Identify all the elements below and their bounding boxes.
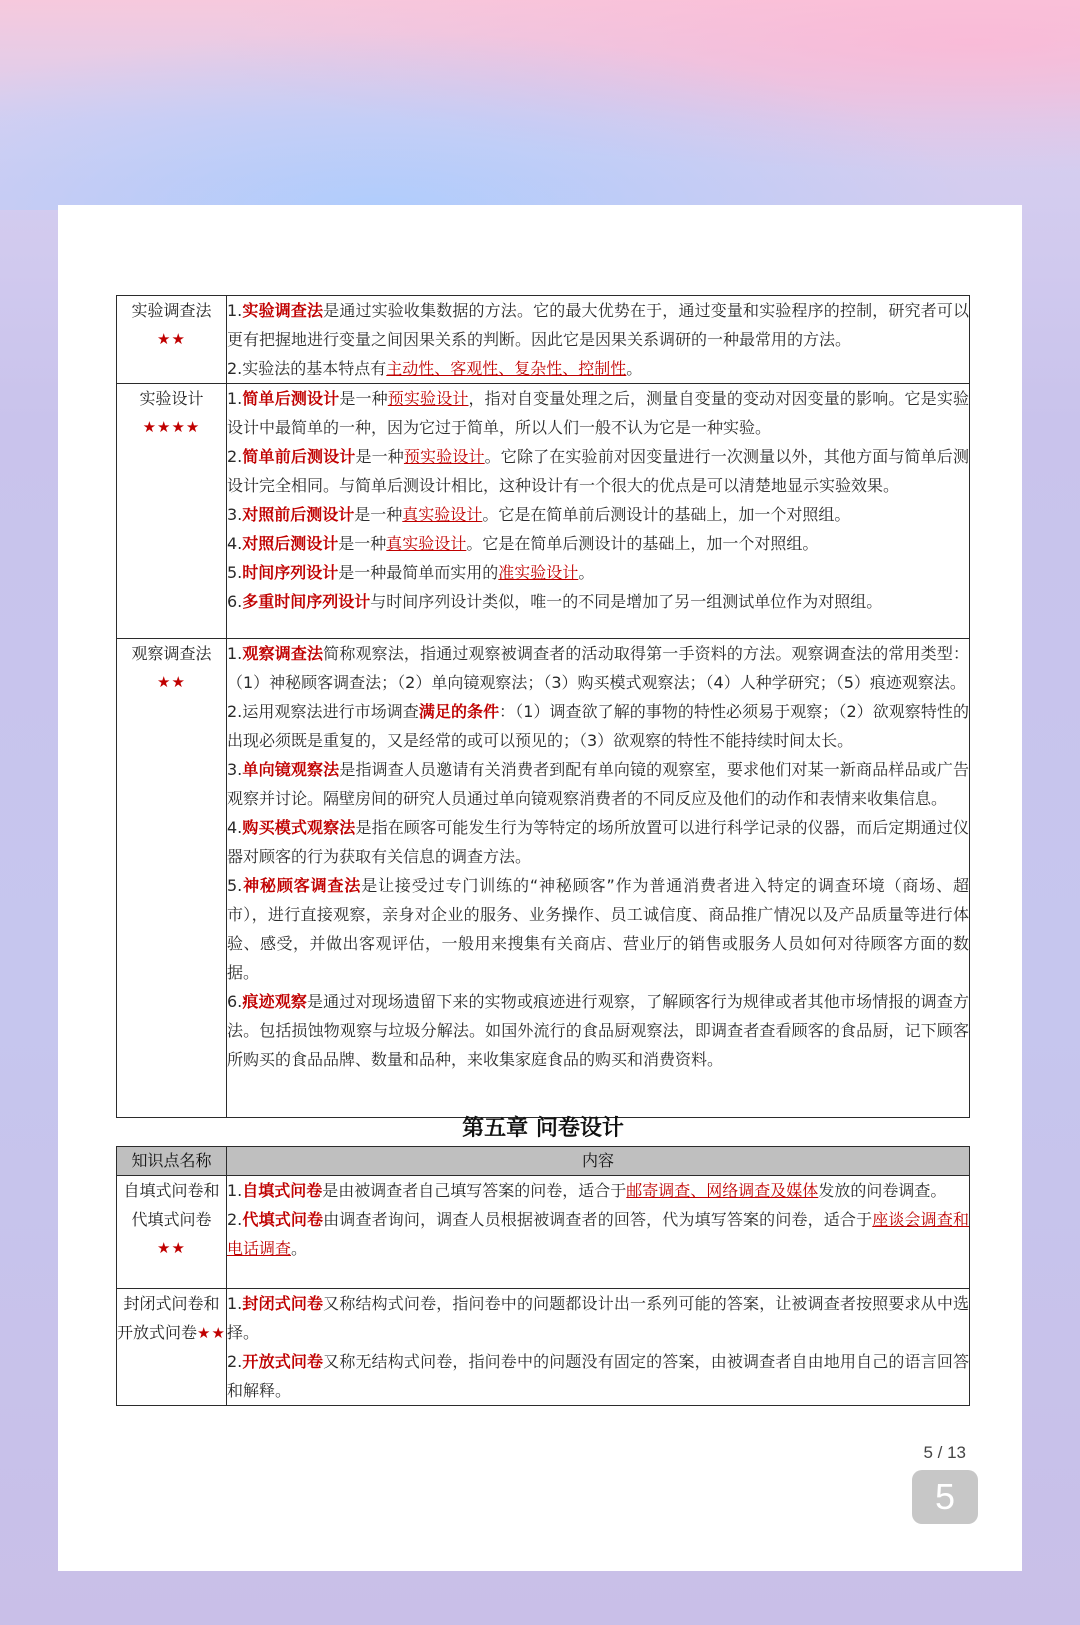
table-row [117, 384, 970, 639]
underlined-term: 准实验设计 [498, 563, 579, 582]
row-title-cell [117, 1289, 227, 1406]
chapter-title: 第五章 问卷设计 [462, 1116, 624, 1141]
row-title-text: 封闭式问卷和开放式问卷 [117, 1294, 220, 1342]
keyword-text: 购买模式观察法 [242, 818, 356, 837]
paragraph-text: 是一种 [355, 447, 404, 466]
row-content [227, 1176, 970, 1289]
column-header-content: 内容 [227, 1147, 970, 1176]
row-title-cell [117, 639, 227, 1118]
importance-stars: ★★★★ [142, 418, 201, 436]
content-paragraph [227, 296, 969, 354]
content-paragraph [227, 384, 969, 442]
content-paragraph [227, 1289, 969, 1347]
row-title: 实验设计 [139, 389, 204, 408]
paragraph-text: 。它除了在实验前对因变量进行一次测量以外，其他方面与简单后测设计完全相同。与简单后测设计相比，这种设计有一个很大的优点是可以清楚地显示实验效果。 [227, 447, 969, 495]
paragraph-text: 。 [626, 359, 643, 378]
paragraph-text: 3. [227, 760, 243, 779]
keyword-text: 观察调查法 [242, 644, 324, 663]
paragraph-text: 由调查者询问，调查人员根据被调查者的回答，代为填写答案的问卷，适合于 [323, 1210, 873, 1229]
content-paragraph [227, 1205, 969, 1263]
row-content [227, 1289, 970, 1406]
paragraph-text: 2. [227, 1352, 243, 1371]
row-title [117, 1289, 226, 1348]
paragraph-text: 是由被调查者自己填写答案的问卷，适合于 [322, 1181, 627, 1200]
content-paragraph [227, 500, 969, 529]
paragraph-text: 3. [227, 505, 243, 524]
paragraph-text: 1. [227, 389, 243, 408]
keyword-text: 多重时间序列设计 [242, 592, 371, 611]
paragraph-text: 5. [227, 563, 243, 582]
page-indicator: 5 / 13 [923, 1443, 966, 1462]
content-paragraph [227, 442, 969, 500]
paragraph-text: 又称结构式问卷，指问卷中的问题都设计出一系列可能的答案，让被调查者按照要求从中选择。 [227, 1294, 969, 1342]
underlined-term: 主动性、客观性、复杂性、控制性 [386, 359, 627, 378]
content-paragraph [227, 871, 969, 987]
paragraph-text: 。它是在简单前后测设计的基础上，加一个对照组。 [482, 505, 851, 524]
content-paragraph [227, 639, 969, 697]
paragraph-text: 2. [227, 447, 243, 466]
paragraph-text: 是一种 [354, 505, 403, 524]
knowledge-table-questionnaire [116, 1146, 970, 1406]
paragraph-text: 是指在顾客可能发生行为等特定的场所放置可以进行科学记录的仪器，而后定期通过仪器对顾客的行为获取有关信息的调查方法。 [227, 818, 969, 866]
keyword-text: 时间序列设计 [242, 563, 339, 582]
paragraph-text: 1. [227, 1181, 243, 1200]
row-content [227, 296, 970, 384]
paragraph-text: 又称无结构式问卷，指问卷中的问题没有固定的答案，由被调查者自由地用自己的语言回答和解释。 [227, 1352, 969, 1400]
underlined-term: 真实验设计 [386, 534, 467, 553]
underlined-term: 预实验设计 [403, 447, 485, 466]
paragraph-text: 6. [227, 992, 243, 1011]
underlined-term: 邮寄调查、网络调查及媒体 [626, 1181, 819, 1200]
document-page [58, 205, 1022, 1571]
column-header-name: 知识点名称 [117, 1147, 227, 1176]
keyword-text: 实验调查法 [242, 301, 324, 320]
underlined-term: 座谈会调查和电话调查 [227, 1210, 969, 1258]
paragraph-text: 。 [578, 563, 595, 582]
content-paragraph [227, 1176, 969, 1205]
paragraph-text: ，指对自变量处理之后，测量自变量的变动对因变量的影响。它是实验设计中最简单的一种，因为它过于简单，所以人们一般不认为它是一种实验。 [227, 389, 969, 437]
table-row [117, 639, 970, 1118]
row-content [227, 639, 970, 1118]
row-title: 自填式问卷和代填式问卷 [123, 1181, 220, 1229]
paragraph-text: 。 [291, 1239, 308, 1258]
underlined-term: 真实验设计 [402, 505, 483, 524]
knowledge-table-experiment-observation [116, 295, 970, 1118]
paragraph-text: 是让接受过专门训练的“神秘顾客”作为普通消费者进入特定的调查环境（商场、超市），进行直接观察，亲身对企业的服务、业务操作、员工诚信度、商品推广情况以及产品质量等进行体验、感受，并做出客观评估，一般用来搜集有关商店、营业厅的销售或服务人员如何对待顾客方面的数据。 [227, 876, 969, 982]
paragraph-text: 1. [227, 301, 243, 320]
paragraph-text: 5. [227, 876, 243, 895]
content-paragraph [227, 813, 969, 871]
row-content [227, 384, 970, 639]
keyword-text: 单向镜观察法 [242, 760, 340, 779]
paragraph-text: ：（1）调查欲了解的事物的特性必须易于观察；（2）欲观察特性的出现必须既是重复的，又是经常的或可以预见的；（3）欲观察的特性不能持续时间太长。 [227, 702, 969, 750]
paragraph-text: 2.运用观察法进行市场调查 [227, 702, 419, 721]
table-header-row [117, 1147, 970, 1176]
page-number-badge: 5 [912, 1470, 978, 1524]
content-paragraph [227, 987, 969, 1074]
keyword-text: 神秘顾客调查法 [242, 876, 362, 895]
table-row [117, 1289, 970, 1406]
keyword-text: 封闭式问卷 [242, 1294, 324, 1313]
content-paragraph [227, 529, 969, 558]
content-paragraph [227, 558, 969, 587]
row-title: 实验调查法 [131, 301, 212, 320]
paragraph-text: 2. [227, 1210, 243, 1229]
paragraph-text: 4. [227, 818, 243, 837]
keyword-text: 满足的条件 [418, 702, 500, 721]
keyword-text: 对照后测设计 [242, 534, 339, 553]
paragraph-text: 发放的问卷调查。 [818, 1181, 947, 1200]
row-title-cell [117, 1176, 227, 1289]
keyword-text: 痕迹观察 [242, 992, 308, 1011]
paragraph-text: 1. [227, 1294, 243, 1313]
paragraph-text: 。它是在简单后测设计的基础上，加一个对照组。 [466, 534, 819, 553]
keyword-text: 自填式问卷 [242, 1181, 323, 1200]
background-gradient [0, 0, 1080, 210]
table-row [117, 1176, 970, 1289]
content-paragraph [227, 755, 969, 813]
paragraph-text: 简称观察法，指通过观察被调查者的活动取得第一手资料的方法。观察调查法的常用类型：（1）神秘顾客调查法；（2）单向镜观察法；（3）购买模式观察法；（4）人种学研究；（5）痕迹观察法。 [227, 644, 969, 692]
underlined-term: 预实验设计 [387, 389, 469, 408]
keyword-text: 对照前后测设计 [242, 505, 355, 524]
importance-stars: ★★ [157, 673, 186, 691]
paragraph-text: 与时间序列设计类似，唯一的不同是增加了另一组测试单位作为对照组。 [370, 592, 883, 611]
content-paragraph [227, 1347, 969, 1405]
row-title: 观察调查法 [131, 644, 212, 663]
keyword-text: 简单后测设计 [242, 389, 340, 408]
row-title-cell [117, 296, 227, 384]
importance-stars: ★★ [157, 1239, 186, 1257]
paragraph-text: 2.实验法的基本特点有 [227, 359, 387, 378]
paragraph-text: 是一种最简单而实用的 [338, 563, 499, 582]
importance-stars: ★★ [157, 330, 186, 348]
row-title-cell [117, 384, 227, 639]
content-paragraph [227, 354, 969, 383]
paragraph-text: 是通过实验收集数据的方法。它的最大优势在于，通过变量和实验程序的控制，研究者可以更有把握地进行变量之间因果关系的判断。因此它是因果关系调研的一种最常用的方法。 [227, 301, 969, 349]
importance-stars: ★★ [197, 1324, 226, 1342]
paragraph-text: 是指调查人员邀请有关消费者到配有单向镜的观察室，要求他们对某一新商品样品或广告观察并讨论。隔壁房间的研究人员通过单向镜观察消费者的不同反应及他们的动作和表情来收集信息。 [227, 760, 969, 808]
paragraph-text: 6. [227, 592, 243, 611]
content-paragraph [227, 587, 969, 616]
keyword-text: 简单前后测设计 [242, 447, 356, 466]
paragraph-text: 4. [227, 534, 243, 553]
keyword-text: 开放式问卷 [242, 1352, 324, 1371]
content-paragraph [227, 697, 969, 755]
table-row [117, 296, 970, 384]
paragraph-text: 是一种 [339, 389, 388, 408]
paragraph-text: 1. [227, 644, 243, 663]
keyword-text: 代填式问卷 [242, 1210, 324, 1229]
paragraph-text: 是一种 [338, 534, 387, 553]
paragraph-text: 是通过对现场遗留下来的实物或痕迹进行观察，了解顾客行为规律或者其他市场情报的调查方法。包括损蚀物观察与垃圾分解法。如国外流行的食品厨观察法，即调查者查看顾客的食品厨，记下顾客所购买的食品品牌、数量和品种，来收集家庭食品的购买和消费资料。 [227, 992, 969, 1069]
